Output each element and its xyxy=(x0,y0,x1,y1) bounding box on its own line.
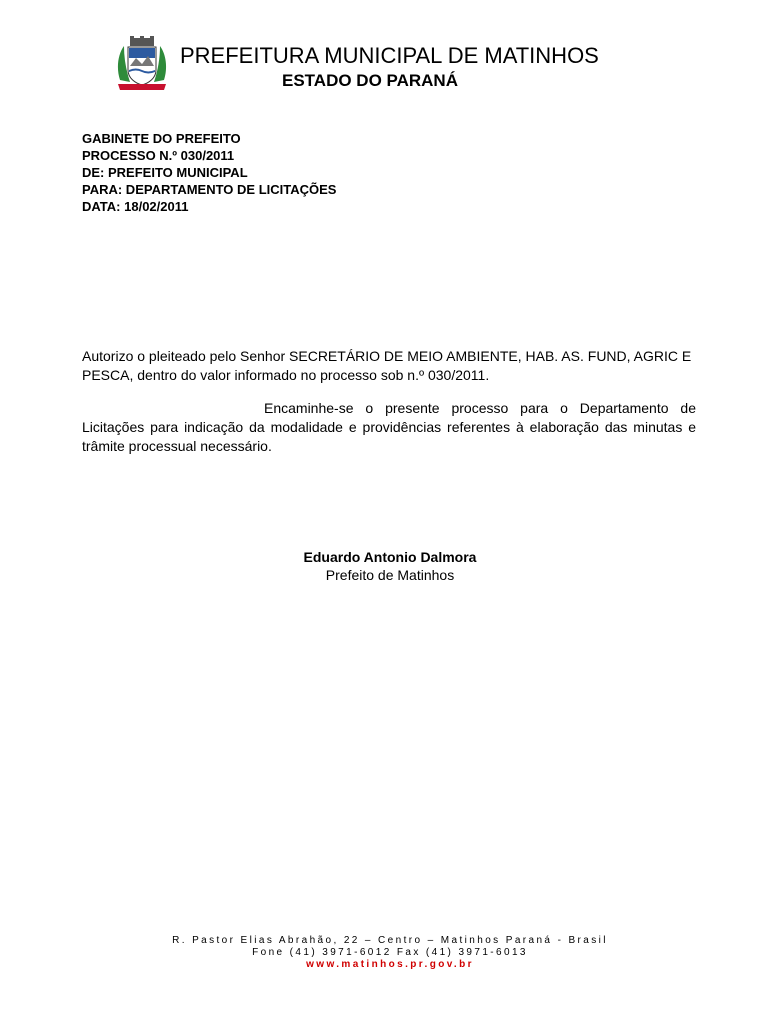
memo-date: DATA: 18/02/2011 xyxy=(82,199,189,214)
page-title: PREFEITURA MUNICIPAL DE MATINHOS xyxy=(180,43,599,68)
footer-address: R. Pastor Elias Abrahão, 22 – Centro – Matinhos Paraná - Brasil xyxy=(172,935,608,946)
memo-to: PARA: DEPARTAMENTO DE LICITAÇÕES xyxy=(82,182,337,197)
memo-header xyxy=(82,130,582,215)
signature-block xyxy=(190,548,590,584)
footer-phone: Fone (41) 3971-6012 Fax (41) 3971-6013 xyxy=(252,947,528,958)
memo-from: DE: PREFEITO MUNICIPAL xyxy=(82,165,248,180)
footer xyxy=(90,935,690,971)
forwarding-paragraph: Encaminhe-se o presente processo para o Departamento de Licitações para indicação da modalidade e providências referentes à elaboração das minutas e trâmite processual necessário. xyxy=(82,400,696,454)
signatory-name: Eduardo Antonio Dalmora xyxy=(303,549,477,565)
memo-office: GABINETE DO PREFEITO xyxy=(82,131,241,146)
memo-process-number: PROCESSO N.º 030/2011 xyxy=(82,148,235,163)
signatory-role: Prefeito de Matinhos xyxy=(325,567,455,583)
coat-of-arms-icon xyxy=(114,36,170,92)
footer-website-link[interactable]: www.matinhos.pr.gov.br xyxy=(306,959,474,970)
authorization-paragraph: Autorizo o pleiteado pelo Senhor SECRETÁRIO DE MEIO AMBIENTE, HAB. AS. FUND, AGRIC E PESCA, dentro do valor informado no processo sob n.º 030/2011. xyxy=(82,348,692,383)
page-subtitle: ESTADO DO PARANÁ xyxy=(282,71,458,90)
